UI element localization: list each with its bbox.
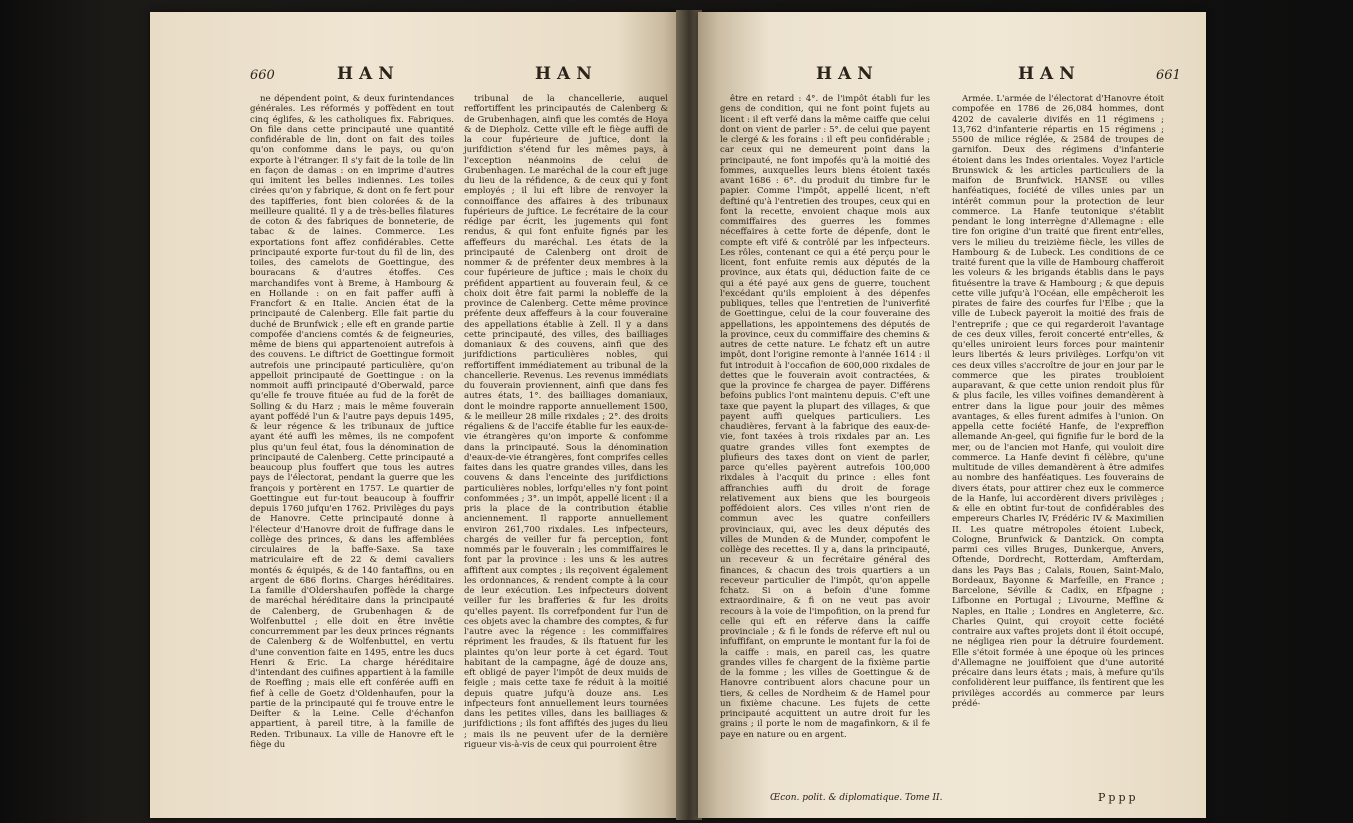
right-column-1 <box>720 94 930 740</box>
left-column-1-text: ne dépendent point, & deux furintendances générales. Les réformés y poffèdent en tout cinq églifes, & les catholiques fix. Fabriques. On file dans cette principauté une quantité confidérable de lin, dont on fait des toiles qu'on confomme dans le pays, ou qu'on exporte à l'étranger. Il s'y fait de la toile de lin en façon de damas : on en imprime d'autres qui imitent les belles indiennes. Les toiles cirées qu'on y fabrique, & dont on fe fert pour des tapifferies, font bien colorées & de la meilleure qualité. Il y a de très-belles filatures de coton & des fabriques de bonneterie, de tabac & de laines. Commerce. Les exportations font affez confidérables. Cette principauté exporte fur-tout du fil de lin, des toiles, des camelots de Goettingue, des bouracans & d'autres étoffes. Ces marchandifes vont à Breme, à Hambourg & en Hollande : on en fait paffer auffi à Francfort & en Italie. Ancien état de la principauté de Calenberg. Elle fait partie du duché de Brunfwick ; elle eft en grande partie compofée d'anciens comtés & de feigneuries, même de biens qui appartenoient autrefois à des couvens. Le diftrict de Goettingue formoit autrefois une principauté particulière, qu'on appelloit principauté de Goettingue : on la nommoit auffi principauté d'Oberwald, parce qu'elle fe trouve fituée au fud de la forêt de Solling & du Harz ; mais le même fouverain ayant poffédé l'un & l'autre pays depuis 1495, & leur régence & les tribunaux de juftice ayant été auffi les mêmes, ils ne compofent plus qu'un feul état, fous la dénomination de principauté de Calenberg. Cette principauté a beaucoup plus fouffert que tous les autres pays de l'électorat, pendant la guerre que les françois y portèrent en 1757. Le quartier de Goettingue eut fur-tout beaucoup à fouffrir depuis 1760 jufqu'en 1762. Privilèges du pays de Hanovre. Cette principauté donne à l'électeur d'Hanovre droit de fuffrage dans le collège des princes, & dans les affemblées circulaires de la baffe-Saxe. Sa taxe matriculaire eft de 22 & demi cavaliers montés & équipés, & de 140 fantaffins, ou en argent de 686 florins. Charges héréditaires. La famille d'Oldershaufen poffède la charge de maréchal héréditaire dans la principauté de Calenberg, de Grubenhagen & de Wolfenbuttel ; elle doit en être invêtie concurremment par les deux princes régnants de Calenberg & de Wolfenbuttel, en vertu d'une convention faite en 1495, entre les ducs Henri & Eric. La charge héréditaire d'intendant des cuifines appartient à la famille de Roeffing ; mais elle eft conférée auffi en fief à celle de Goetz d'Oldenhaufen, pour la partie de la principauté qui fe trouve entre le Deifter & la Leine. Celle d'échanfon appartient, à pareil titre, à la famille de Reden. Tribunaux. La ville de Hanovre eft le fiège du <box>250 94 454 750</box>
running-head-left-1: HAN <box>337 64 400 84</box>
running-head-right-2: HAN <box>1018 64 1081 84</box>
left-page <box>150 12 680 818</box>
left-column-2-text: tribunal de la chancellerie, auquel reffortiffent les principautés de Calenberg & de Grubenhagen, ainfi que les comtés de Hoya & de Diepholz. Cette ville eft le fiège auffi de la cour fupérieure de juftice, dont la jurifdiction s'étend fur les mêmes pays, à l'exception néanmoins de celui de Grubenhagen. Le maréchal de la cour eft juge du lieu de la réfidence, & de ceux qui y font employés ; il lui eft libre de renvoyer la connoiffance des affaires à des tribunaux fupérieurs de juftice. Le fecrétaire de la cour rédige par écrit, les jugements qui font rendus, & qui font enfuite fignés par les affeffeurs du maréchal. Les états de la principauté de Calenberg ont droit de nommer & de préfenter deux membres à la cour fupérieure de juftice ; mais le choix du préfident appartient au fouverain feul, & ce choix doit être fait parmi la nobleffe de la province de Calenberg. Cette même province préfente deux affeffeurs à la cour fouveraine des appellations établie à Zell. Il y a dans cette principauté, des villes, des bailliages domaniaux & des couvens, ainfi que des jurifdictions particulières nobles, qui reffortiffent immédiatement au tribunal de la chancellerie. Revenus. Les revenus immédiats du fouverain proviennent, ainfi que dans fes autres états, 1°. des bailliages domaniaux, dont le moindre rapporte annuellement 1500, & le meilleur 28 mille rixdales ; 2°. des droits régaliens & de l'accife établie fur les eaux-de-vie étrangères qu'on importe & confomme dans la principauté. Sous la dénomination d'eaux-de-vie étrangères, font comprifes celles faites dans les quatre grandes villes, dans les couvens & dans l'enceinte des jurifdictions particulières nobles, lorfqu'elles n'y font point confommées ; 3°. un impôt, appellé licent : il a pris la place de la contribution établie anciennement. Il rapporte annuellement environ 261,700 rixdales. Les infpecteurs, chargés de veiller fur fa perception, font nommés par le fouverain ; les commiffaires le font par la province : les uns & les autres affiftent aux comptes ; ils reçoivent également les ordonnances, & rendent compte à la cour de leur exécution. Les infpecteurs doivent veiller fur les brafferies & fur les droits qu'elles payent. Ils correfpondent fur l'un de ces objets avec la chambre des comptes, & fur l'autre avec la régence : les commiffaires répriment les fraudes, & ils ftatuent fur les plaintes qu'on leur porte à cet égard. Tout habitant de la campagne, âgé de douze ans, eft obligé de payer l'impôt de deux muids de feigle ; mais cette taxe fe réduit à la moitié depuis quatre jufqu'à douze ans. Les infpecteurs font annuellement leurs tournées dans les petites villes, dans les bailliages & jurifdictions ; ils font affiftés des juges du lieu ; mais ils ne peuvent ufer de la dernière rigueur vis-à-vis de ceux qui pourroient être <box>464 94 668 750</box>
running-head-right-1: HAN <box>816 64 879 84</box>
page-footer: Œcon. polit. & diplomatique. Tome II. <box>770 793 943 803</box>
signature-mark: Pppp <box>1098 791 1139 804</box>
right-column-2-text: Armée. L'armée de l'électorat d'Hanovre étoit compofée en 1786 de 26,084 hommes, dont 4202 de cavalerie divifés en 11 régimens ; 13,762 d'infanterie répartis en 15 régimens ; 5500 de milice réglée, & 2584 de troupes de garnifon. Deux des régimens d'infanterie étoient dans les Indes orientales. Voyez l'article Brunswick & les articles particuliers de la maifon de Brunfwick. HANSE ou villes hanféatiques, fociété de villes unies par un intérêt commun pour la protection de leur commerce. La Hanfe teutonique s'établit pendant le long interrègne d'Allemagne : elle tire fon origine d'un traité que firent entr'elles, vers le milieu du treizième fiècle, les villes de Hambourg & de Lubeck. Les conditions de ce traité furent que la ville de Hambourg chafferoit les voleurs & les brigands établis dans le pays fituésentre la trave & Hambourg ; & que depuis cette ville jufqu'à l'Océan, elle empêcheroit les pirates de faire des courfes fur l'Elbe ; que la ville de Lubeck payeroit la moitié des frais de l'entreprife ; que ce qui regarderoit l'avantage de ces deux villes, feroit concerté entr'elles, & qu'elles uniroient leurs forces pour maintenir leurs libertés & leurs privilèges. Lorfqu'on vit ces deux villes s'accroître de jour en jour par le commerce que les pirates troubloient auparavant, & que cette union rendoit plus fûr & plus facile, les villes voifines demandèrent à entrer dans la ligue pour jouir des mêmes avantages, & elles furent admifes à l'union. On appella cette fociété Hanfe, de l'expreffion allemande An-geel, qui fignifie fur le bord de la mer, ou de l'ancien mot Hanfe, qui vouloit dire commerce. La Hanfe devint fi célèbre, qu'une multitude de villes demandèrent à être admifes au nombre des hanféatiques. Les fouverains de divers états, pour attirer chez eux le commerce de la Hanfe, lui accordèrent divers privilèges ; & elle en obtint fur-tout de confidérables des empereurs Charles IV, Frédéric IV & Maximilien II. Les quatre métropoles étoient Lubeck, Cologne, Brunfwick & Dantzick. On compta parmi ces villes Bruges, Dunkerque, Anvers, Oftende, Dordrecht, Rotterdam, Amfterdam, dans les Pays Bas ; Calais, Rouen, Saint-Malo, Bordeaux, Bayonne & Marfeille, en France ; Barcelone, Séville & Cadix, en Efpagne ; Lifbonne en Portugal ; Livourne, Meffine & Naples, en Italie ; Londres en Angleterre, &c. Charles Quint, qui croyoit cette fociété contraire aux vaftes projets dont il étoit occupé, ne négligea rien pour la détruire fourdement. Elle s'étoit formée à une époque où les princes d'Allemagne ne jouiffoient que d'une autorité précaire dans leurs états ; mais, à mefure qu'ils confolidèrent leur puiffance, ils fentirent que les privilèges accordés au commerce par leurs prédé- <box>952 94 1164 709</box>
left-column-1 <box>250 94 454 750</box>
page-number-left: 660 <box>250 68 275 83</box>
running-head-left-2: HAN <box>535 64 598 84</box>
right-column-1-text: être en retard : 4°. de l'impôt établi fur les gens de condition, qui ne font point fujets au licent : il eft verfé dans la même caiffe que celui dont on vient de parler : 5°. de celui que payent le clergé & les forains : il eft peu confidérable ; car ceux qui ne demeurent point dans la principauté, ne font impofés qu'à la moitié des fommes, auxquelles leurs biens étoient taxés avant 1686 : 6°. du produit du timbre fur le papier. Comme l'impôt, appellé licent, n'eft deftiné qu'à l'entretien des troupes, ceux qui en font la recette, envoient chaque mois aux commiffaires des guerres les fommes néceffaires à cette forte de dépenfe, dont le compte eft vifé & contrôlé par les infpecteurs. Les rôles, contenant ce qui a été perçu pour le licent, font enfuite remis aux députés de la province, aux états qui, déduction faite de ce qui a été payé aux gens de guerre, touchent l'excédant qu'ils emploient à des dépenfes publiques, telles que l'entretien de l'univerfité de Goettingue, celui de la cour fouveraine des appellations, les appointemens des députés de la province, ceux du commiffaire des chemins & autres de cette nature. Le fchatz eft un autre impôt, dont l'origine remonte à l'année 1614 : il fut introduit à l'occafion de 600,000 rixdales de dettes que le fouverain avoit contractées, & que la province fe chargea de payer. Différens befoins publics l'ont maintenu depuis. C'eft une taxe que payent la plupart des villages, & que payent auffi quelques particuliers. Les chaudières, fervant à la fabrique des eaux-de-vie, font taxées à trois rixdales par an. Les quatre grandes villes font exemptes de plufieurs des taxes dont on vient de parler, parce qu'elles payèrent autrefois 100,000 rixdales à l'acquit du prince : elles font affranchies auffi du droit de forage relativement aux biens que les bourgeois poffédoient alors. Ces villes n'ont rien de commun avec les quatre confeillers provinciaux, qui, avec les deux députés des villes de Munden & de Munder, compofent le collège des recettes. Il y a, dans la principauté, un receveur & un fecrétaire général des finances, & chacun des trois quartiers a un receveur particulier de l'impôt, qu'on appelle fchatz. Si on a befoin d'une fomme extraordinaire, & fi on ne veut pas avoir recours à la voie de l'impofition, on la prend fur celle qui eft en réferve dans la caiffe provinciale ; & fi le fonds de réferve eft nul ou infuffifant, on emprunte le montant fur la foi de la caiffe : mais, en pareil cas, les quatre grandes villes fe chargent de la fixième partie de la fomme ; les villes de Goettingue & de Hanovre contribuent alors chacune pour un tiers, & celles de Nordheim & de Hamel pour un fixième chacune. Les fujets de cette principauté acquittent un autre droit fur les grains ; il porte le nom de magafinkorn, & il fe paye en nature ou en argent. <box>720 94 930 740</box>
left-column-2 <box>464 94 668 750</box>
right-page <box>698 12 1206 818</box>
right-column-2 <box>952 94 1164 709</box>
page-number-right: 661 <box>1156 68 1181 83</box>
